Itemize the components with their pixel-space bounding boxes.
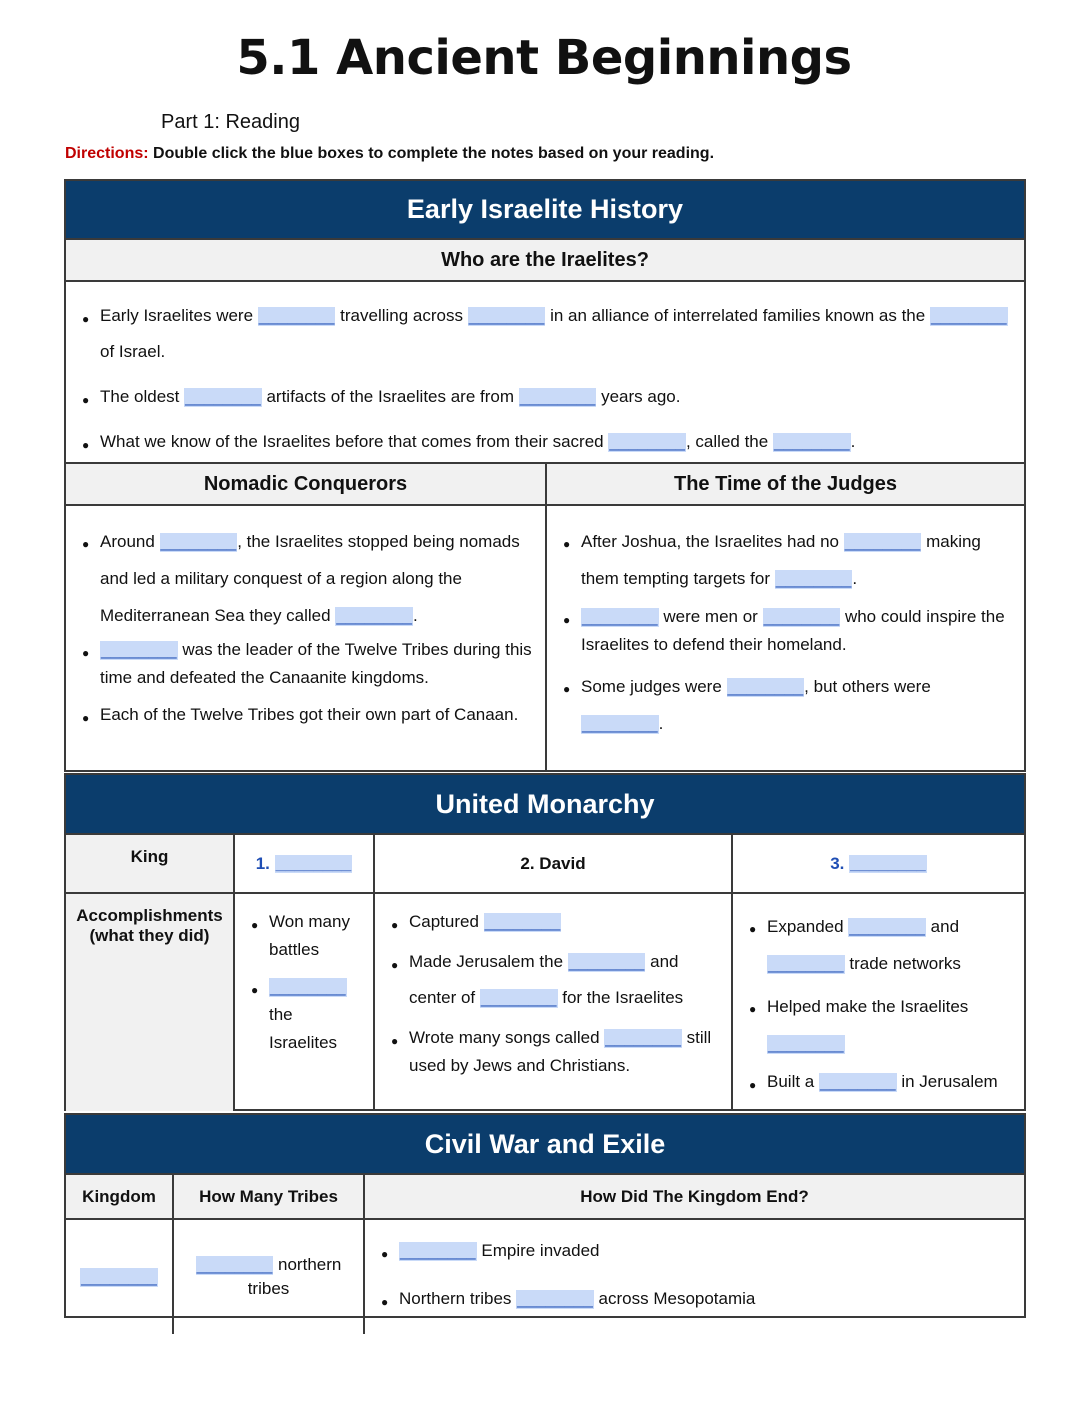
answer-blank[interactable]: ________ <box>336 606 412 625</box>
answer-blank[interactable]: ________ <box>468 306 545 325</box>
tribes-column-header: How Many Tribes <box>173 1175 364 1219</box>
kingdom-column-header: Kingdom <box>66 1175 173 1219</box>
early-history-section <box>64 179 1026 772</box>
tribes-cell: ________ northern tribes <box>173 1219 364 1334</box>
answer-blank[interactable]: ________ <box>81 1267 157 1286</box>
directions-label: Directions: <box>65 145 149 162</box>
answer-blank[interactable]: ________ <box>101 640 177 659</box>
answer-blank[interactable]: ________ <box>517 1289 593 1308</box>
answer-blank[interactable]: ________ <box>727 677 804 696</box>
answer-blank[interactable]: ________ <box>763 607 840 626</box>
answer-blank[interactable]: ________ <box>568 952 645 971</box>
list-item: ● Captured ________ <box>391 908 723 936</box>
page-title: 5.1 Ancient Beginnings <box>236 30 852 86</box>
judges-heading: The Time of the Judges <box>547 464 1024 506</box>
list-item: ● ________ the Israelites <box>251 973 365 1057</box>
answer-blank[interactable]: ________ <box>775 569 852 588</box>
part-label: Part 1: Reading <box>161 111 300 133</box>
answer-blank[interactable]: ________ <box>270 977 346 996</box>
answer-blank[interactable]: ________ <box>850 853 926 873</box>
civil-war-table <box>66 1175 1024 1334</box>
list-item: ● Built a ________ in Jerusalem <box>749 1068 1016 1096</box>
list-item: ● The oldest ________ artifacts of the Israelites are from ________ years ago. <box>82 379 1024 415</box>
directions-text: Double click the blue boxes to complete the notes based on your reading. <box>148 145 715 162</box>
answer-blank[interactable]: ________ <box>582 714 658 733</box>
directions <box>65 145 714 163</box>
answer-blank[interactable]: ________ <box>196 1255 273 1274</box>
judges-column <box>547 464 1024 772</box>
monarchy-heading: United Monarchy <box>66 775 1024 835</box>
end-cell <box>364 1219 1024 1334</box>
answer-blank[interactable]: ________ <box>609 432 685 451</box>
king-1-accomplishments <box>234 893 374 1111</box>
civil-war-heading: Civil War and Exile <box>66 1115 1024 1175</box>
king-label: King <box>66 835 234 893</box>
answer-blank[interactable]: ________ <box>480 988 557 1007</box>
answer-blank[interactable]: ________ <box>849 917 925 936</box>
who-notes <box>66 282 1024 464</box>
end-column-header: How Did The Kingdom End? <box>364 1175 1024 1219</box>
monarchy-section <box>64 773 1026 1111</box>
list-item: ● ________ were men or ________ who could inspire the Israelites to defend their homeland. <box>563 603 1012 659</box>
table-row <box>66 1219 1024 1334</box>
answer-blank[interactable]: ________ <box>160 532 237 551</box>
answer-blank[interactable]: ________ <box>819 1072 896 1091</box>
answer-blank[interactable]: ________ <box>773 432 850 451</box>
answer-blank[interactable]: ________ <box>400 1241 476 1260</box>
list-item: ● Some judges were ________, but others were ________. <box>563 668 1012 742</box>
list-item: ● After Joshua, the Israelites had no ________ making them tempting targets for ________. <box>563 523 1012 597</box>
answer-blank[interactable]: ________ <box>258 306 335 325</box>
list-item: ● Helped make the Israelites ________ <box>749 988 1016 1062</box>
list-item: ● ________ was the leader of the Twelve Tribes during this time and defeated the Canaanite kingdoms. <box>82 636 533 692</box>
list-item: ● Each of the Twelve Tribes got their own part of Canaan. <box>82 701 533 729</box>
answer-blank[interactable]: ________ <box>519 387 596 406</box>
answer-blank[interactable]: ________ <box>930 306 1007 325</box>
list-item: ● ________ Empire invaded <box>381 1238 1024 1264</box>
list-item: ● Around ________, the Israelites stopped being nomads and led a military conquest of a region along the Mediterranean Sea they called ________. <box>82 523 533 634</box>
answer-blank[interactable]: ________ <box>768 1034 844 1053</box>
list-item: ● Made Jerusalem the ________ and center of ________ for the Israelites <box>391 944 723 1016</box>
list-item: ● What we know of the Israelites before that comes from their sacred ________, called the ________. <box>82 424 1024 460</box>
list-item: ● Northern tribes ________ across Mesopotamia <box>381 1286 1024 1312</box>
king-2: 2. David <box>374 835 732 893</box>
answer-blank[interactable]: ________ <box>605 1028 681 1047</box>
civil-war-section <box>64 1113 1026 1318</box>
early-history-heading: Early Israelite History <box>66 181 1024 240</box>
nomadic-column <box>66 464 547 772</box>
king-2-accomplishments <box>374 893 732 1111</box>
answer-blank[interactable]: ________ <box>582 607 658 626</box>
nomadic-heading: Nomadic Conquerors <box>66 464 545 506</box>
who-heading: Who are the Iraelites? <box>66 240 1024 282</box>
accomplishments-label: Accomplishments (what they did) <box>66 893 234 1111</box>
answer-blank[interactable]: ________ <box>768 954 844 973</box>
list-item: ● Wrote many songs called ________ still used by Jews and Christians. <box>391 1024 723 1080</box>
answer-blank[interactable]: ________ <box>844 532 921 551</box>
answer-blank[interactable]: ________ <box>275 853 352 873</box>
answer-blank[interactable]: ________ <box>185 387 261 406</box>
answer-blank[interactable]: ________ <box>484 912 561 931</box>
king-3-accomplishments <box>732 893 1024 1111</box>
king-1: 1. ________ <box>234 835 374 893</box>
king-3: 3. ________ <box>732 835 1024 893</box>
list-item: ● Expanded ________ and ________ trade networks <box>749 908 1016 982</box>
list-item: ● Won many battles <box>251 908 365 964</box>
list-item: ● Early Israelites were ________ travelling across ________ in an alliance of interrelated families known as the ________ of Israel. <box>82 298 1024 370</box>
kingdom-cell <box>66 1219 173 1334</box>
monarchy-table <box>66 835 1024 1111</box>
